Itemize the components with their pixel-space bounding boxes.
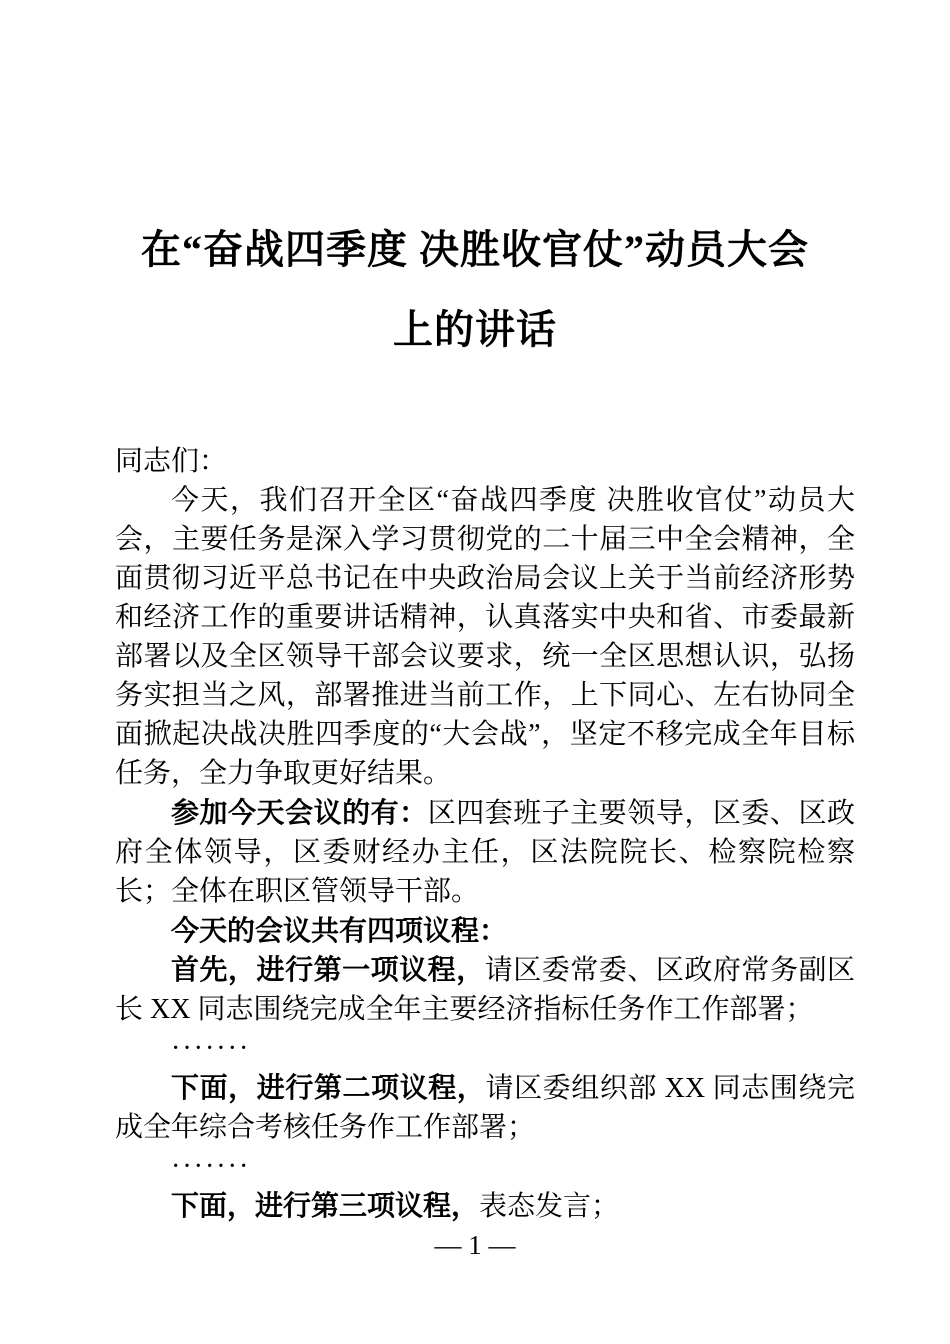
page-number: — 1 — xyxy=(434,1230,516,1260)
paragraph-attendees xyxy=(115,793,855,911)
paragraph-agenda-1 xyxy=(115,950,855,1029)
agenda-3-lead-bold: 下面，进行第三项议程， xyxy=(171,1190,480,1221)
attendees-lead-bold: 参加今天会议的有： xyxy=(171,797,428,828)
paragraph-agenda-3 xyxy=(115,1186,855,1226)
agenda-2-lead-bold: 下面，进行第二项议程， xyxy=(171,1072,486,1103)
document-title xyxy=(0,0,950,370)
paragraph-agenda-header xyxy=(115,911,855,950)
agenda-1-lead-bold: 首先，进行第一项议程， xyxy=(171,954,485,985)
paragraph-opening xyxy=(115,481,855,793)
page-footer xyxy=(0,1230,950,1260)
title-line-2: 上的讲话 xyxy=(393,307,557,352)
document-body xyxy=(115,442,855,1226)
agenda-3-text: 表态发言； xyxy=(479,1191,620,1222)
paragraph-agenda-2 xyxy=(115,1068,855,1147)
ellipsis-line-1: ······· xyxy=(171,1033,251,1064)
agenda-2-text: 请区委组织部 XX 同志围绕完成全年综合考核任务作工作部署； xyxy=(115,1073,855,1143)
title-line-1: 在“奋战四季度 决胜收官仗”动员大会 xyxy=(141,227,809,272)
agenda-1-text: 请区委常委、区政府常务副区长 XX 同志围绕完成全年主要经济指标任务作工作部署； xyxy=(115,955,855,1025)
salutation: 同志们： xyxy=(115,446,228,477)
opening-text: 今天，我们召开全区“奋战四季度 决胜收官仗”动员大会，主要任务是深入学习贯彻党的二十届三中全会精神，全面贯彻习近平总书记在中央政治局会议上关于当前经济形势和经济工作的重要讲话精神，认真落实中央和省、市委最新部署以及全区领导干部会议要求，统一全区思想认识，弘扬务实担当之风，部署推进当前工作，上下同心、左右协同全面掀起决战决胜四季度的“大会战”，坚定不移完成全年目标任务，全力争取更好结果。 xyxy=(115,485,855,789)
attendees-text: 区四套班子主要领导，区委、区政府全体领导，区委财经办主任，区法院院长、检察院检察长；全体在职区管领导干部。 xyxy=(115,798,855,907)
agenda-header-text: 今天的会议共有四项议程： xyxy=(171,915,508,946)
ellipsis-line-2: ······· xyxy=(171,1151,251,1182)
